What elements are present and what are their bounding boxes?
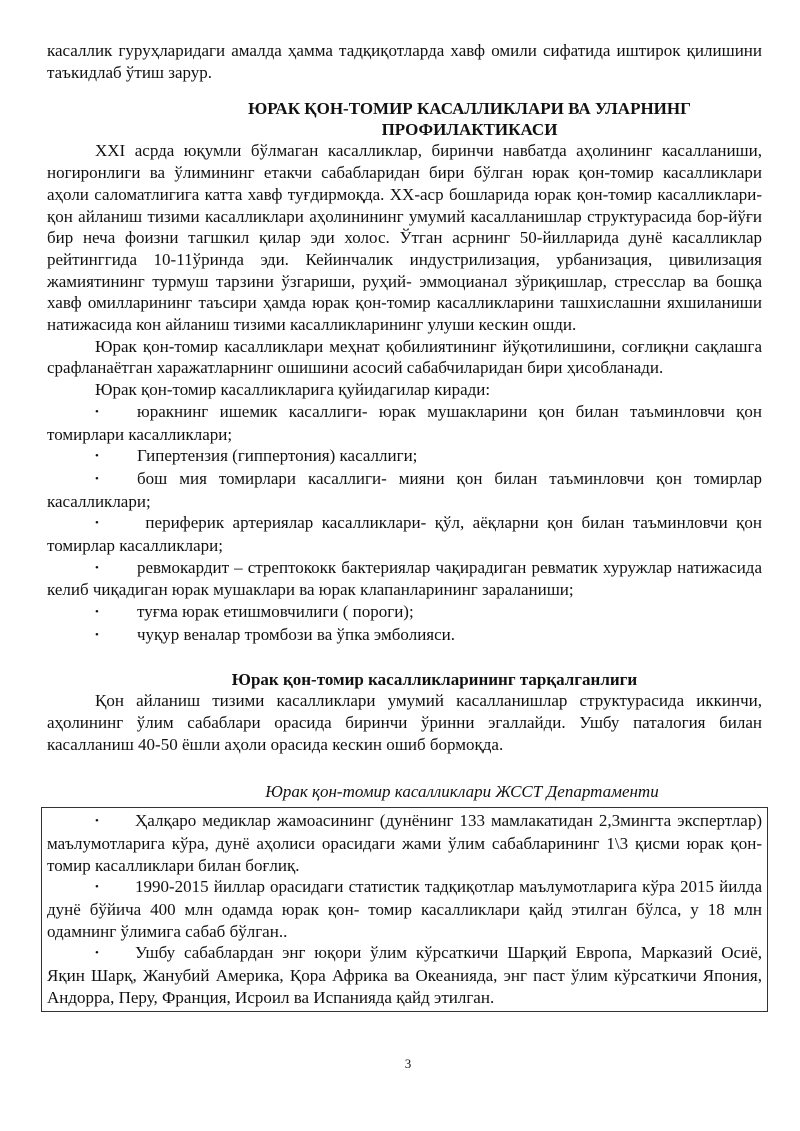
bullet-icon: •	[95, 881, 99, 894]
list-item	[47, 512, 762, 556]
box-item	[47, 942, 762, 1008]
paragraph-intro: XXI асрда юқумли бўлмаган касалликлар, биринчи навбатда аҳолининг касалланиши, ногиронлиги ва ўлимининг етакчи сабабларидан бири бўлган юрак қон-томир касалликлари аҳоли саломатлигига катта хавф туғдирмоқда. XX-аср бошларида юрак қон-томир касалликлари-қон айланиш тизими касалликлари аҳолинининг умумий касалланишлар структурасида бор-йўғи бир неча фоизни тагшкил қилар эди холос. Ўтган асрнинг 50-йилларида дунё касалликлар рейтинггида 10-11ўринда эди. Кейинчалик индустрилизация, урбанизация, цивилизация жамиятининг турмуш тарзини ўзгариши, руҳий- эммоцианал зўриқишлар, стресслар ва бошқа хавф омилларининг таъсири ҳамда юрак қон-томир касалликларини ташхислашни яхшиланиши натижасида кон айланиш тизими касалликларининг улуши кескин ошди.	[47, 141, 762, 335]
list-item-text: ревмокардит – стрептококк бактериялар чақирадиган ревматик хуружлар натижасида келиб чиқадиган юрак мушаклари ва юрак клапанларининг зараланиши;	[47, 557, 762, 600]
section-title-line1: ЮРАК ҚОН-ТОМИР КАСАЛЛИКЛАРИ ВА УЛАРНИНГ	[248, 99, 691, 119]
list-item-text: периферик артериялар касалликлари- қўл, аёқларни қон билан таъминловчи қон томирлар касалликлари;	[47, 513, 762, 556]
box-item	[47, 876, 762, 942]
box-item-text: Ушбу сабаблардан энг юқори ўлим кўрсаткичи Шарқий Европа, Марказий Осиё, Яқин Шарқ, Жанубий Америка, Қора Африка ва Океанияда, энг паст ўлим кўрсаткичи Япония, Андорра, Перу, Франция, Исроил ва Испанияда қайд этилган.	[47, 943, 762, 1007]
list-item-text: юракнинг ишемик касаллиги- юрак мушакларини қон билан таъминловчи қон томирлари касалликлари;	[47, 401, 762, 444]
bullet-icon: •	[95, 606, 99, 619]
subsection-paragraph: Қон айланиш тизими касалликлари умумий касалланишлар структурасида иккинчи, аҳолининг ўлим сабаблари орасида биринчи ўринни эгаллайди. Ушбу паталогия билан касалланиш 40-50 ёшли аҳоли орасида кескин ошиб бормоқда.	[47, 691, 762, 754]
list-item-text: туғма юрак етишмовчилиги ( пороги);	[137, 602, 414, 622]
bullet-icon: •	[95, 517, 99, 530]
document-page	[47, 40, 762, 1012]
list-item	[47, 401, 762, 445]
subsection-title: Юрак қон-томир касалликларининг тарқалганлиги	[231, 669, 638, 689]
list-item	[47, 445, 762, 468]
intro-continuation: касаллик гуруҳларидаги амалда ҳамма тадқиқотларда хавф омили сифатида иштирок қилишини таъкидлаб ўтиш зарур.	[47, 41, 762, 82]
section-title	[47, 98, 762, 140]
list-item-text: чуқур веналар тромбози ва ўпка эмболияси.	[137, 624, 456, 644]
box-item	[47, 810, 762, 876]
page-number: 3	[404, 1056, 412, 1071]
bullet-icon: •	[95, 561, 99, 574]
section-title-line2: ПРОФИЛАКТИКАСИ	[381, 120, 558, 140]
bullet-icon: •	[95, 628, 99, 641]
bullet-icon: •	[95, 815, 99, 828]
statistics-box	[41, 807, 768, 1012]
bullet-icon: •	[95, 450, 99, 463]
list-item-text: Гипертензия (гиппертония) касаллиги;	[137, 446, 418, 466]
box-caption: Юрак қон-томир касалликлари ЖССТ Департаменти	[265, 782, 659, 802]
list-item	[47, 624, 762, 647]
paragraph-list-lead: Юрак қон-томир касалликларига қуйидагилар киради:	[95, 380, 491, 400]
list-item	[47, 557, 762, 601]
box-item-text: 1990-2015 йиллар орасидаги статистик тадқиқотлар маълумотларига кўра 2015 йилда дунё бўйича 400 млн одамда юрак қон- томир касалликлари қайд этилган бўлса, у 18 млн одамнинг ўлимига сабаб бўлган..	[47, 877, 762, 941]
list-item	[47, 601, 762, 624]
bullet-icon: •	[95, 947, 99, 960]
list-item	[47, 468, 762, 512]
disease-list	[47, 401, 762, 647]
bullet-icon: •	[95, 472, 99, 485]
box-item-text: Ҳалқаро медиклар жамоасининг (дунёнинг 133 мамлакатидан 2,3мингта экспертлар) маълумотларига кўра, дунё аҳолиси орасидаги жами ўлим сабабларининг 1\3 қисми юрак қон- томир касалликлари билан боғлиқ.	[47, 811, 762, 875]
paragraph-workload: Юрак қон-томир касалликлари меҳнат қобилиятининг йўқотилишини, соғлиқни сақлашга срафланаётган харажатларнинг ошишини асосий сабабчиларидан бири ҳисобланади.	[47, 336, 762, 378]
bullet-icon: •	[95, 405, 99, 418]
list-item-text: бош мия томирлари касаллиги- мияни қон билан таъминловчи қон томирлар касалликлари;	[47, 468, 762, 511]
